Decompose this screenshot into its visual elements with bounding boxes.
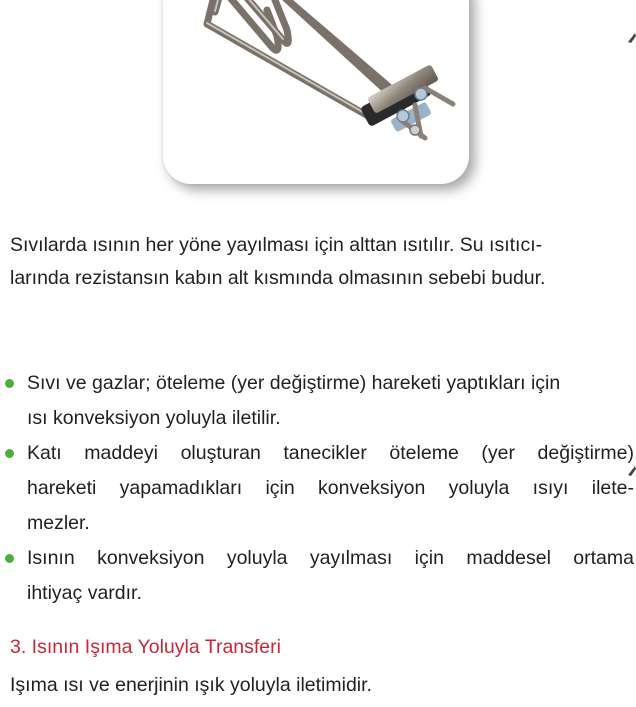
list-item	[4, 436, 634, 541]
bullet-line: Isının konveksiyon yoluyla yayılması için maddesel ortama	[27, 547, 634, 569]
heating-element-figure	[163, 0, 469, 184]
pencil-mark-icon	[626, 30, 636, 44]
list-item	[4, 541, 634, 611]
bullet-line: Sıvı ve gazlar; öteleme (yer değiştirme) hareketi yaptıkları için	[27, 372, 561, 394]
paragraph-line: larında rezistansın kabın alt kısmında olmasının sebebi budur.	[10, 267, 546, 289]
bullet-dot-icon	[5, 379, 14, 388]
bullet-dot-icon	[5, 449, 14, 458]
bullet-line: ihtiyaç vardır.	[27, 582, 142, 604]
list-item	[4, 366, 634, 436]
paragraph-line: Sıvılarda ısının her yöne yayılması için alttan ısıtılır. Su ısıtıcı-	[10, 234, 543, 256]
section-title: 3. Isının Işıma Yoluyla Transferi	[10, 636, 281, 658]
bullet-line: Katı maddeyi oluşturan tanecikler öteleme (yer değiştirme)	[27, 442, 634, 464]
intro-paragraph	[10, 229, 630, 295]
bullet-dot-icon	[5, 554, 14, 563]
bullet-line: ısı konveksiyon yoluyla iletilir.	[27, 407, 281, 429]
bullet-line: mezler.	[27, 512, 90, 534]
section-body: Işıma ısı ve enerjinin ışık yoluyla iletimidir.	[10, 674, 372, 696]
bullet-line: hareketi yapamadıkları için konveksiyon yoluyla ısıyı ilete-	[27, 477, 634, 499]
heating-element-icon	[163, 0, 469, 184]
bullet-list	[4, 366, 634, 611]
